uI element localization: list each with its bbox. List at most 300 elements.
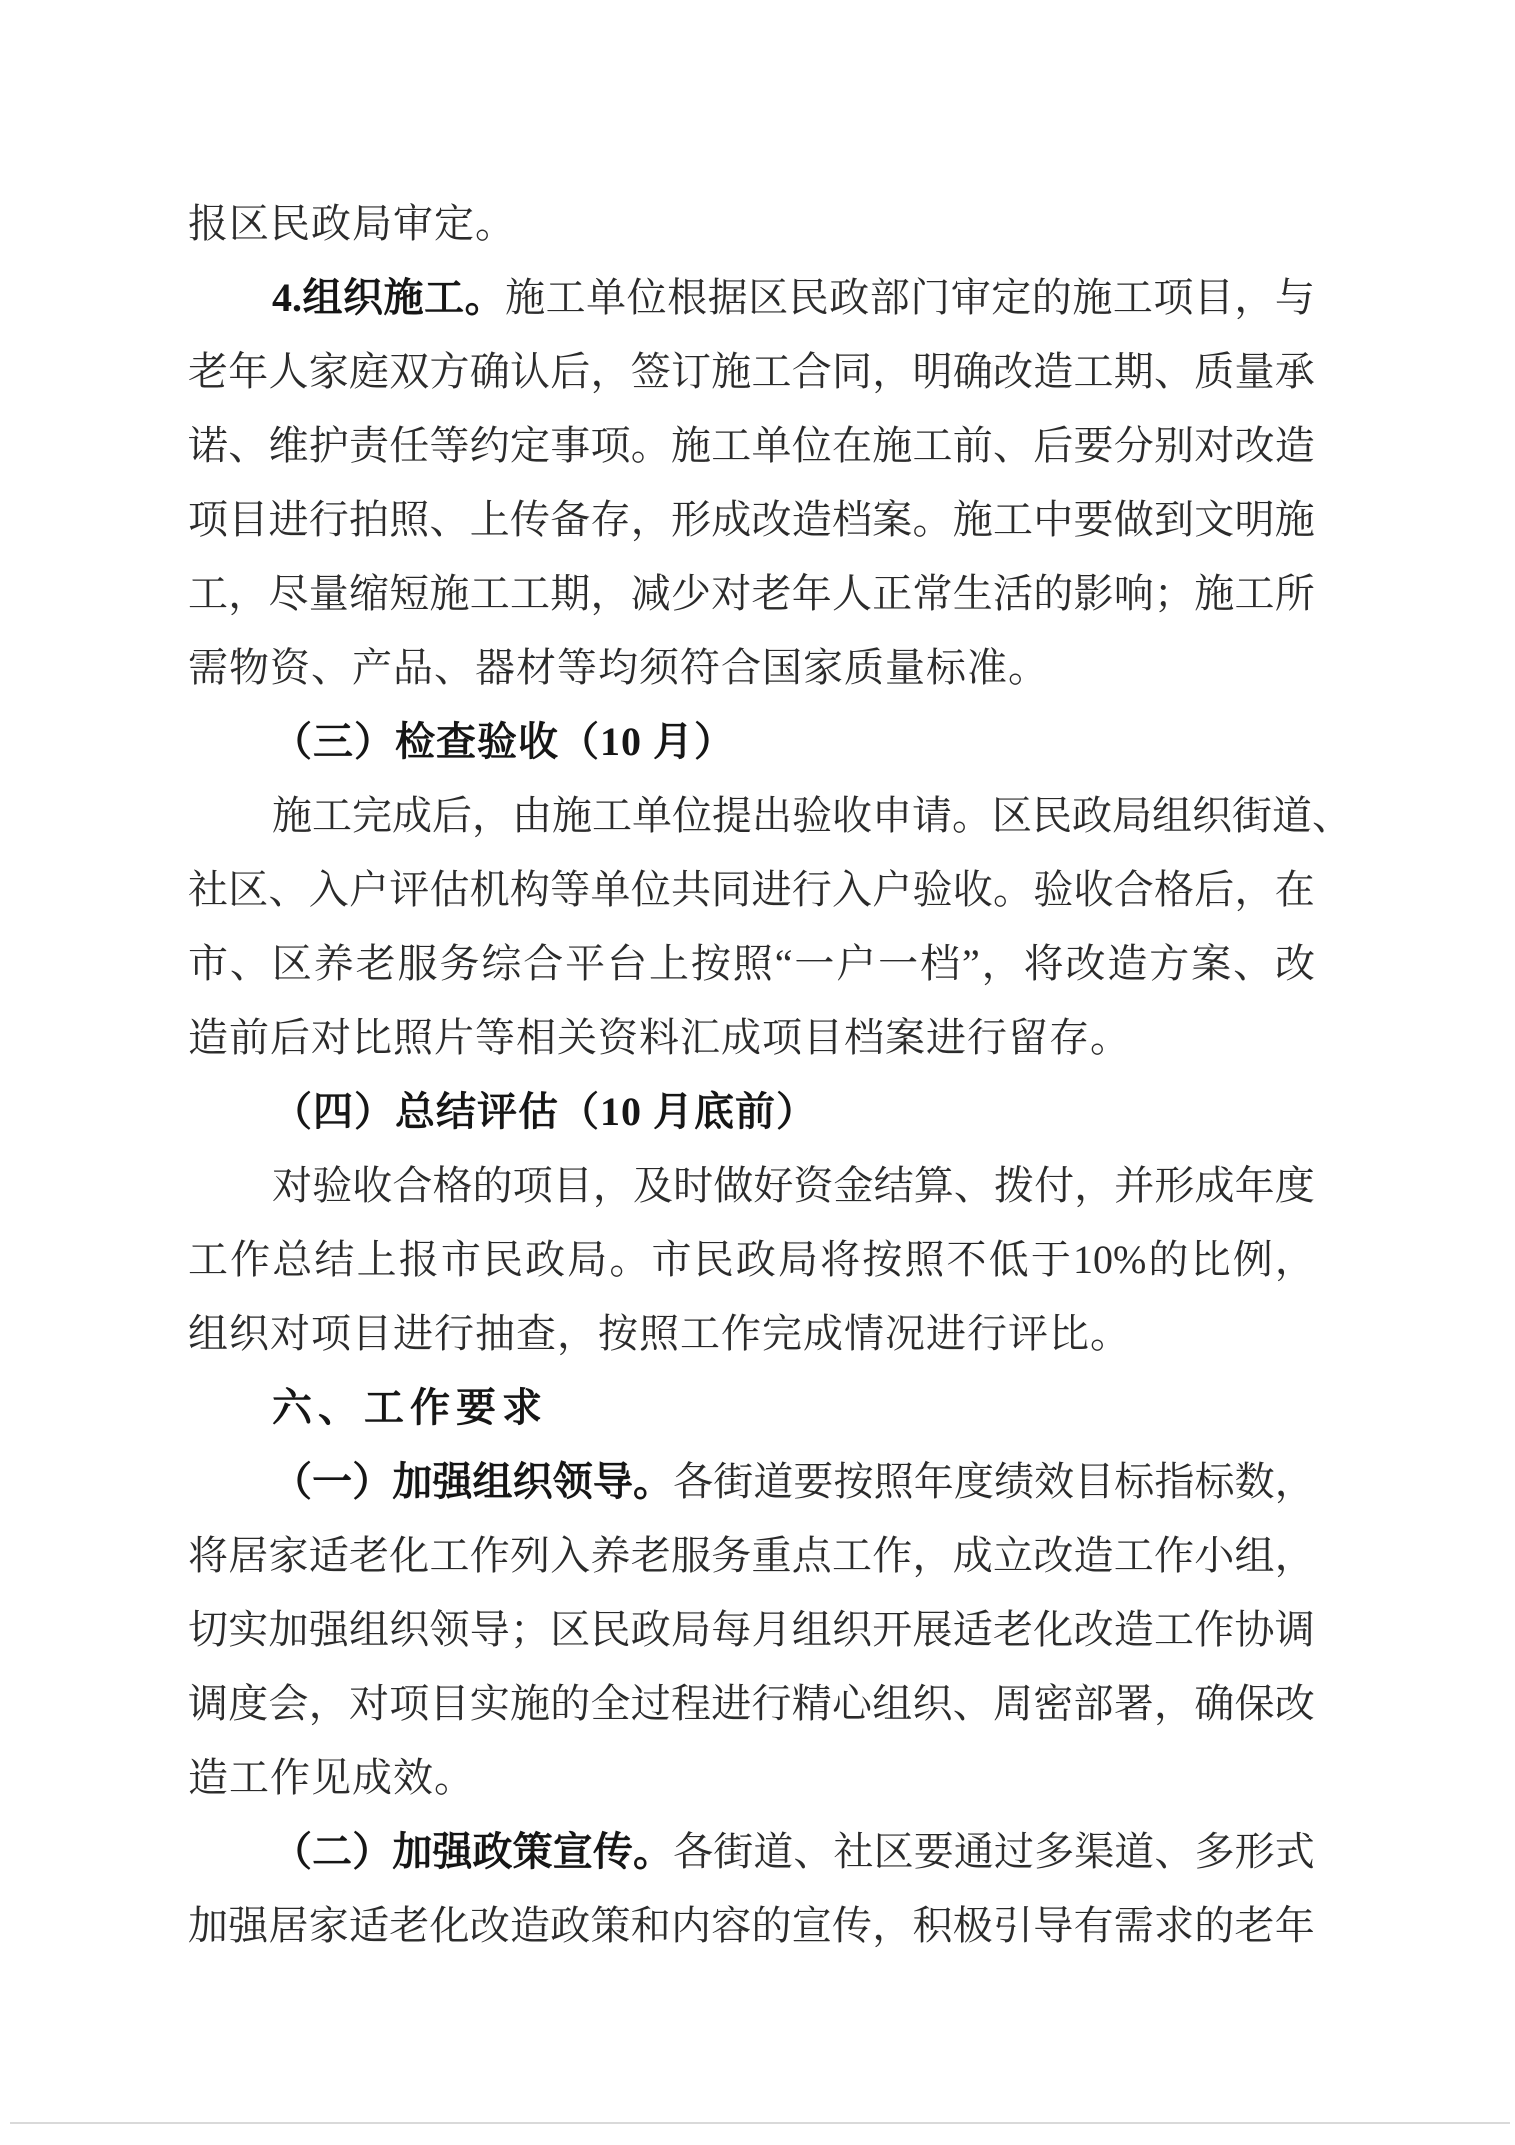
text-char: 各: [673, 1459, 714, 1504]
text-char: 传: [592, 1829, 633, 1874]
text-char: 织: [343, 275, 384, 320]
text-char: 切: [188, 1607, 228, 1652]
text-char: 合: [392, 1163, 433, 1208]
page-bottom-scan-line: [10, 2122, 1510, 2124]
text-char: 合: [791, 349, 832, 394]
text-char: 所: [1274, 571, 1315, 616]
text-char: 据: [707, 275, 748, 320]
text-char: 织: [832, 1607, 872, 1652]
text-char: 组: [302, 275, 343, 320]
text-char: 做: [713, 1163, 754, 1208]
text-char: 后: [432, 793, 472, 838]
text-char: 。: [632, 1459, 673, 1504]
text-char: 格: [432, 1163, 473, 1208]
text-char: 政: [550, 1903, 591, 1948]
text-char: 报: [398, 1237, 439, 1282]
text-char: 适: [349, 1903, 389, 1948]
text-char: ，: [308, 1681, 349, 1726]
text-char: 化: [429, 1903, 470, 1948]
text-char: 少: [671, 571, 711, 616]
text-char: 务: [439, 941, 480, 986]
text-char: ，: [981, 941, 1022, 986]
text-char: 施: [671, 423, 711, 468]
text-char: 绩: [993, 1459, 1034, 1504]
text-char: 多: [1194, 1829, 1235, 1874]
text-char: 案: [872, 497, 913, 542]
text-char: ；: [1154, 571, 1194, 616]
text-char: 照: [873, 1459, 914, 1504]
text-char: 验: [792, 793, 832, 838]
text-char: 社: [188, 867, 228, 912]
text-char: 成: [952, 1533, 993, 1578]
text-char: 事: [550, 423, 591, 468]
text-char: 照: [904, 1237, 945, 1282]
text-char: 比: [1190, 1237, 1231, 1282]
text-char: 政: [525, 1237, 566, 1282]
text-line: [188, 866, 1315, 916]
text-char: 服: [397, 941, 438, 986]
text-line: [188, 422, 1315, 472]
text-char: 将: [820, 1237, 861, 1282]
text-char: 维: [268, 423, 309, 468]
text-char: 老: [751, 571, 792, 616]
text-char: 组: [1152, 793, 1192, 838]
text-char: 和: [630, 1903, 671, 1948]
text-char: 单: [586, 275, 627, 320]
text-char: 。: [952, 793, 992, 838]
text-char: 等: [429, 423, 470, 468]
text-line: [188, 1680, 1315, 1730]
text-char: 民: [482, 1237, 523, 1282]
text-char: 入: [832, 867, 872, 912]
text-char: 老: [1234, 1903, 1275, 1948]
text-char: 造: [1033, 349, 1074, 394]
text-char: 、: [793, 1829, 834, 1874]
text-char: ，: [630, 497, 671, 542]
text-char: ，: [912, 1533, 953, 1578]
text-line: [188, 348, 1315, 398]
text-char: 导: [469, 1607, 510, 1652]
text-char: 每: [711, 1607, 752, 1652]
text-char: 收: [1073, 867, 1114, 912]
text-char: 改: [1274, 1681, 1315, 1726]
text-char: 的: [1031, 275, 1072, 320]
text-char: 作: [230, 1237, 271, 1282]
text-char: 需: [1113, 1903, 1154, 1948]
text-char: 道: [1114, 1829, 1155, 1874]
text-char: 存: [590, 497, 631, 542]
text-char: 道: [753, 1829, 794, 1874]
text-char: “: [774, 941, 793, 986]
text-char: 减: [630, 571, 671, 616]
text-char: 工: [510, 571, 550, 616]
text-char: ，: [872, 349, 913, 394]
text-char: 量: [308, 571, 349, 616]
text-char: 传: [832, 1903, 872, 1948]
text-char: 、: [1233, 941, 1274, 986]
text-char: 工: [592, 793, 632, 838]
text-char: 分: [1113, 423, 1154, 468]
text-char: 同: [832, 349, 872, 394]
text-char: 工: [993, 497, 1033, 542]
text-char: 展: [912, 1607, 953, 1652]
text-char: 、: [1154, 1829, 1195, 1874]
text-char: 验: [1033, 867, 1074, 912]
text-char: 签: [630, 349, 671, 394]
text-char: 月: [751, 1607, 792, 1652]
text-char: 老: [349, 1533, 389, 1578]
text-char: 造: [1107, 941, 1148, 986]
text-char: 验: [312, 1163, 353, 1208]
text-char: 养: [590, 1533, 631, 1578]
text-char: 约: [469, 423, 510, 468]
text-char: 合: [1113, 867, 1154, 912]
text-char: 工: [1154, 1607, 1194, 1652]
text-char: 活: [993, 571, 1033, 616]
text-char: 施: [510, 1681, 550, 1726]
text-char: 位: [791, 423, 832, 468]
text-char: 单: [590, 867, 631, 912]
text-char: 、: [228, 423, 269, 468]
text-char: 对: [349, 1681, 389, 1726]
text-char: 项: [188, 497, 228, 542]
text-char: 形: [671, 497, 711, 542]
text-char: 度: [953, 1459, 994, 1504]
text-char: 拍: [349, 497, 389, 542]
text-char: ，: [590, 571, 631, 616]
text-char: 老: [993, 1607, 1033, 1652]
text-char: 心: [832, 1681, 872, 1726]
text-char: 项: [590, 423, 631, 468]
text-char: 组: [472, 1459, 513, 1504]
text-char: ，: [1154, 1681, 1194, 1726]
text-char: 正: [872, 571, 913, 616]
text-char: 短: [389, 571, 430, 616]
text-char: 改: [1275, 941, 1315, 986]
text-char: 民: [590, 1607, 631, 1652]
text-char: 后: [1033, 423, 1074, 468]
text-char: 施: [872, 423, 913, 468]
text-char: 施: [383, 275, 424, 320]
text-char: 老: [188, 349, 228, 394]
text-line: [188, 1014, 1315, 1064]
text-char: 进: [751, 867, 792, 912]
text-char: 强: [308, 1607, 349, 1652]
text-char: 织: [1192, 793, 1232, 838]
text-char: 化: [389, 1533, 430, 1578]
text-char: 效: [1034, 1459, 1075, 1504]
text-char: 强: [432, 1829, 473, 1874]
text-char: 实: [228, 1607, 269, 1652]
text-char: 、: [1312, 793, 1352, 838]
text-char: 到: [1154, 497, 1194, 542]
text-char: 民: [788, 275, 829, 320]
text-line: [188, 1754, 1315, 1804]
text-char: 双: [389, 349, 430, 394]
text-char: 强: [228, 1903, 269, 1948]
text-char: 方: [429, 349, 470, 394]
text-char: 改: [1065, 941, 1106, 986]
text-char: 工: [711, 423, 752, 468]
text-char: 尽: [268, 571, 309, 616]
text-char: 确: [469, 349, 510, 394]
text-char: 金: [833, 1163, 874, 1208]
text-char: 照: [732, 941, 773, 986]
text-char: 作: [1154, 1533, 1194, 1578]
text-char: 区: [550, 1607, 591, 1652]
text-char: 调: [1274, 1607, 1315, 1652]
text-char: 位: [672, 793, 712, 838]
text-char: 作: [872, 1533, 913, 1578]
text-char: 组: [791, 1607, 832, 1652]
text-char: 审: [950, 275, 991, 320]
text-char: 施: [505, 275, 546, 320]
text-char: 署: [1113, 1681, 1154, 1726]
text-char: 要: [913, 1829, 954, 1874]
text-char: 承: [1274, 349, 1315, 394]
text-char: 加: [188, 1903, 228, 1948]
text-char: 4.: [272, 275, 302, 320]
text-char: 量: [1234, 349, 1275, 394]
text-char: 组: [1234, 1533, 1275, 1578]
text-char: 做: [1113, 497, 1154, 542]
text-char: 区: [271, 941, 312, 986]
text-char: 估: [429, 867, 470, 912]
text-char: 入: [550, 1533, 591, 1578]
text-char: 策: [512, 1829, 553, 1874]
text-char: 户: [872, 867, 913, 912]
text-char: 进: [268, 497, 309, 542]
text-char: 方: [1149, 941, 1190, 986]
text-char: 低: [988, 1237, 1029, 1282]
text-char: 多: [1034, 1829, 1075, 1874]
text-char: 由: [512, 793, 552, 838]
text-char: 行: [751, 1681, 792, 1726]
text-line: [188, 1310, 1315, 1360]
text-char: 中: [1033, 497, 1074, 542]
text-char: 造: [791, 497, 832, 542]
text-char: 庭: [349, 349, 389, 394]
text-char: 式: [1274, 1829, 1315, 1874]
text-char: 验: [912, 867, 953, 912]
text-line: [272, 1384, 1315, 1434]
text-char: 工: [188, 1237, 228, 1282]
text-char: ，: [592, 1163, 633, 1208]
text-char: 实: [469, 1681, 510, 1726]
text-char: ，: [1274, 1237, 1315, 1282]
text-char: 积: [912, 1903, 953, 1948]
text-char: 门: [910, 275, 951, 320]
text-char: 传: [510, 497, 550, 542]
text-char: 不: [946, 1237, 987, 1282]
text-char: 户: [836, 941, 877, 986]
text-char: 。: [993, 867, 1033, 912]
text-char: 与: [1274, 275, 1315, 320]
text-segment: （四）总结评估（10 月底前）: [272, 1089, 817, 1134]
text-char: 形: [1154, 1163, 1195, 1208]
text-char: 政: [1072, 793, 1112, 838]
text-char: 施: [272, 793, 312, 838]
text-char: 工: [545, 275, 586, 320]
text-char: 施: [429, 571, 470, 616]
text-char: 目: [1074, 1459, 1115, 1504]
text-line: [188, 1606, 1315, 1656]
text-char: 道: [753, 1459, 794, 1504]
text-char: 的: [1194, 1903, 1235, 1948]
text-line: [272, 1828, 1315, 1878]
text-char: 政: [735, 1237, 776, 1282]
text-char: 于: [1030, 1237, 1071, 1282]
text-char: ，: [590, 349, 631, 394]
text-char: 部: [1073, 1681, 1114, 1726]
text-char: 任: [389, 423, 430, 468]
text-char: 的: [472, 1163, 513, 1208]
text-char: 织: [389, 1607, 430, 1652]
text-char: 目: [228, 497, 269, 542]
text-char: 收: [952, 867, 993, 912]
text-char: 位: [626, 275, 667, 320]
text-char: 立: [993, 1533, 1033, 1578]
text-char: 成: [1194, 1163, 1235, 1208]
text-char: 对: [272, 1163, 312, 1208]
text-char: 市: [188, 941, 228, 986]
text-char: 工: [188, 571, 228, 616]
text-char: 的: [1148, 1237, 1189, 1282]
text-char: 导: [592, 1459, 633, 1504]
text-char: 民: [1032, 793, 1072, 838]
text-char: 造: [1073, 1533, 1114, 1578]
text-char: 区: [992, 793, 1032, 838]
text-char: 合: [523, 941, 564, 986]
text-char: ；: [510, 1607, 550, 1652]
text-char: 市: [651, 1237, 692, 1282]
text-char: 织: [912, 1681, 953, 1726]
text-char: 前: [952, 423, 993, 468]
text-char: 加: [268, 1607, 309, 1652]
text-char: 引: [993, 1903, 1033, 1948]
text-char: 程: [671, 1681, 711, 1726]
text-char: 算: [913, 1163, 954, 1208]
text-char: 缩: [349, 571, 389, 616]
text-char: 响: [1113, 571, 1154, 616]
text-char: 局: [1112, 793, 1152, 838]
text-char: 过: [993, 1829, 1034, 1874]
text-char: 工: [751, 349, 792, 394]
text-char: 数: [1234, 1459, 1275, 1504]
text-char: 点: [791, 1533, 832, 1578]
text-char: 小: [1194, 1533, 1235, 1578]
text-char: ）: [352, 1829, 393, 1874]
text-char: 上: [469, 497, 510, 542]
text-char: 施: [711, 349, 752, 394]
text-char: 提: [712, 793, 752, 838]
text-char: 对: [1194, 423, 1235, 468]
text-char: 确: [952, 349, 993, 394]
text-char: 档: [832, 497, 872, 542]
text-char: 上: [356, 1237, 397, 1282]
text-char: 协: [1234, 1607, 1275, 1652]
text-char: 渠: [1074, 1829, 1115, 1874]
text-char: 形: [1234, 1829, 1275, 1874]
text-line: [272, 274, 1315, 324]
text-char: 标: [1194, 1459, 1235, 1504]
text-char: 造: [1113, 1607, 1154, 1652]
text-char: ，: [1274, 1533, 1315, 1578]
text-char: 精: [791, 1681, 832, 1726]
text-char: 人: [832, 571, 872, 616]
text-char: 年: [1234, 1163, 1275, 1208]
text-char: 政: [630, 1607, 671, 1652]
text-char: 度: [1274, 1163, 1315, 1208]
text-char: 格: [1154, 867, 1194, 912]
text-char: 强: [432, 1459, 473, 1504]
text-char: 、: [429, 497, 470, 542]
text-char: 内: [671, 1903, 711, 1948]
text-line: [188, 1532, 1315, 1582]
text-char: 机: [469, 867, 510, 912]
text-char: 造: [1274, 423, 1315, 468]
text-char: 组: [349, 1607, 389, 1652]
text-char: 目: [429, 1681, 470, 1726]
text-char: 工: [912, 423, 953, 468]
text-char: 策: [590, 1903, 631, 1948]
text-char: 订: [671, 349, 711, 394]
text-char: 目: [552, 1163, 593, 1208]
text-char: 10%: [1072, 1237, 1147, 1282]
text-char: 加: [392, 1829, 433, 1874]
text-char: 市: [440, 1237, 481, 1282]
text-char: 施: [1072, 275, 1113, 320]
text-char: 构: [510, 867, 550, 912]
text-char: 成: [711, 497, 752, 542]
text-char: 改: [993, 349, 1033, 394]
text-char: 完: [352, 793, 392, 838]
text-char: 按: [862, 1237, 903, 1282]
text-char: 工: [1112, 275, 1153, 320]
text-char: 极: [952, 1903, 993, 1948]
text-char: 要: [1073, 423, 1114, 468]
text-char: ，: [1074, 1163, 1115, 1208]
text-char: 文: [1194, 497, 1235, 542]
text-char: 改: [1234, 423, 1275, 468]
text-char: 付: [1034, 1163, 1075, 1208]
text-line: [272, 1088, 1315, 1138]
text-char: 常: [912, 571, 953, 616]
text-char: 单: [632, 793, 672, 838]
text-line: [272, 718, 1315, 768]
text-char: 工: [469, 571, 510, 616]
text-char: 案: [1191, 941, 1232, 986]
text-char: ，: [1234, 275, 1275, 320]
text-char: 。: [912, 497, 953, 542]
text-char: 织: [512, 1459, 553, 1504]
text-line: [272, 792, 1352, 842]
text-char: 容: [711, 1903, 752, 1948]
text-char: 施: [952, 497, 993, 542]
text-char: 会: [268, 1681, 309, 1726]
text-char: 改: [751, 497, 792, 542]
text-char: 成: [392, 793, 432, 838]
text-char: 局: [777, 1237, 818, 1282]
text-char: 一: [794, 941, 835, 986]
text-char: 务: [711, 1533, 752, 1578]
text-char: 质: [1194, 349, 1235, 394]
text-char: 要: [793, 1459, 834, 1504]
text-char: 宣: [791, 1903, 832, 1948]
text-char: 各: [673, 1829, 714, 1874]
text-line: [188, 200, 1315, 250]
text-char: ”: [961, 941, 980, 986]
